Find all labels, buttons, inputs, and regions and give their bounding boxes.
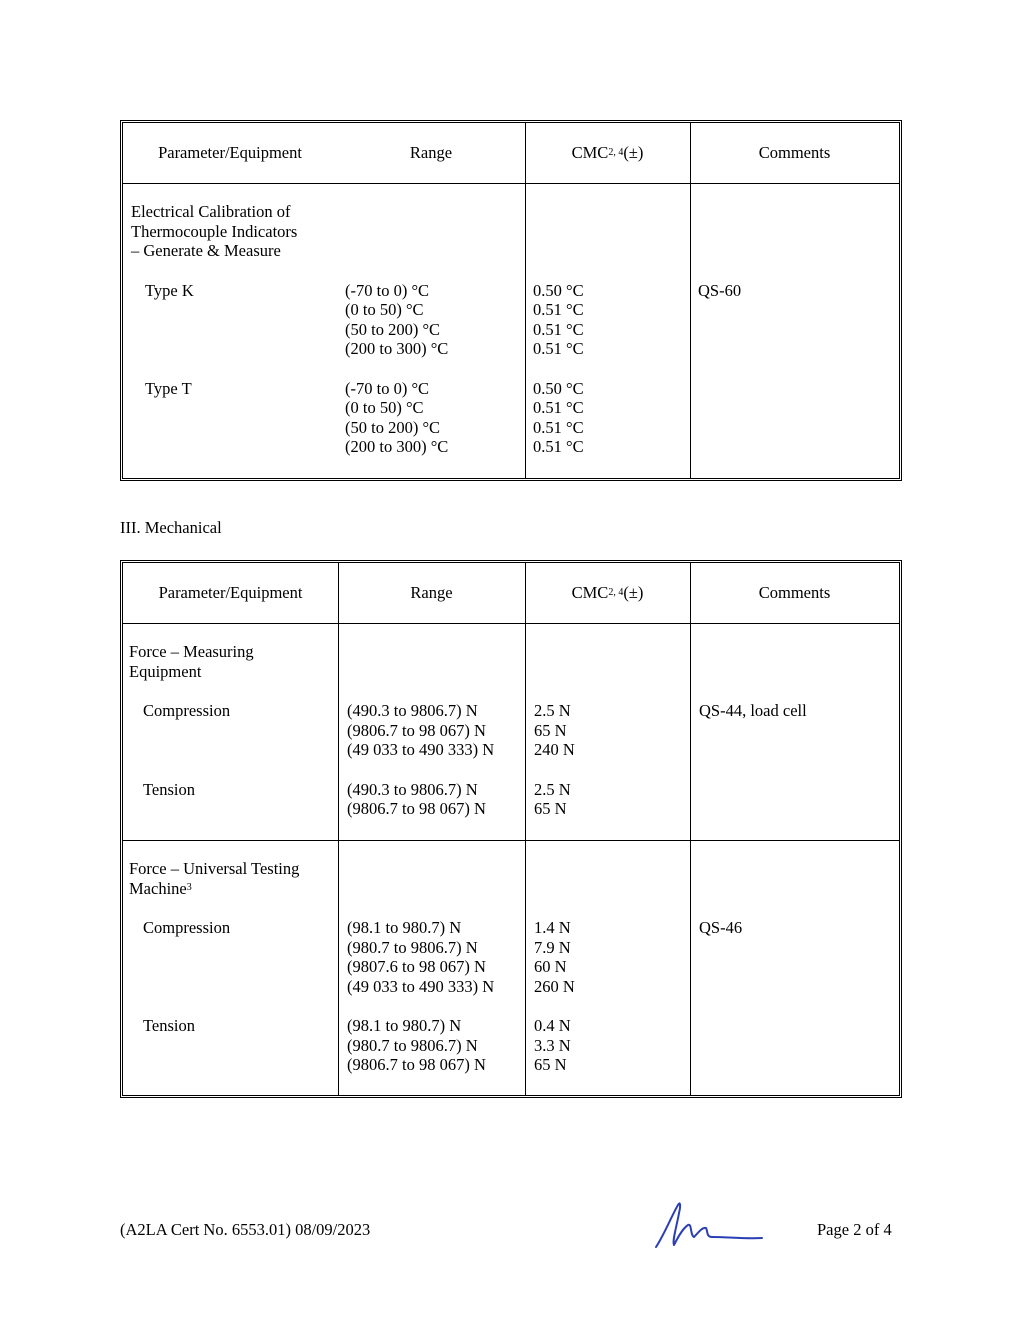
group-title-line: Thermocouple Indicators (131, 221, 298, 241)
range-value: (9806.7 to 98 067) N (347, 720, 486, 740)
range-value: (98.1 to 980.7) N (347, 918, 462, 937)
header-cmc: CMC $^{2, 4}$ (±) (571, 143, 644, 162)
footer-cert: (A2LA Cert No. 6553.01) 08/09/2023 (120, 1220, 371, 1239)
range-value: (9806.7 to 98 067) N (347, 799, 486, 818)
cmc-value: 0.51 °C (533, 398, 584, 417)
cmc-value: 0.4 N (534, 1016, 571, 1035)
table-header (123, 563, 899, 624)
header-parameter: Parameter/Equipment (158, 143, 302, 162)
group-title-line: Force – Measuring (129, 642, 254, 661)
range-value: (49 033 to 490 333) N (347, 976, 495, 996)
group-title-line: Equipment (129, 661, 202, 681)
footer-page-number: Page 2 of 4 (817, 1220, 892, 1239)
footnote-marker: 3 (186, 881, 192, 893)
row-label: Type K (145, 280, 194, 300)
row-label: Compression (143, 701, 231, 720)
header-comments: Comments (758, 583, 831, 602)
cmc-value: 240 N (534, 740, 575, 759)
cmc-value: 0.51 °C (533, 319, 584, 339)
table-body (123, 624, 899, 1097)
range-value: (49 033 to 490 333) N (347, 740, 495, 759)
range-value: (200 to 300) °C (345, 437, 449, 456)
table-electrical (120, 120, 902, 481)
range-value: (-70 to 0) °C (345, 280, 430, 300)
range-value: (50 to 200) °C (345, 417, 441, 437)
group-title-line: Machine$^3$ (129, 878, 192, 898)
group-title-line: Force – Universal Testing (129, 859, 300, 878)
row-label: Compression (143, 918, 231, 937)
cmc-value: 1.4 N (534, 918, 571, 937)
range-value: (490.3 to 9806.7) N (347, 701, 478, 720)
range-value: (9806.7 to 98 067) N (347, 1055, 486, 1074)
table-header (123, 123, 899, 184)
comment-value: QS-46 (699, 918, 743, 937)
table-group (123, 841, 899, 1097)
cmc-value: 260 N (534, 976, 575, 996)
range-value: (200 to 300) °C (345, 339, 449, 358)
cmc-value: 2.5 N (534, 701, 571, 720)
range-value: (9807.6 to 98 067) N (347, 957, 486, 976)
cmc-value: 65 N (534, 1055, 567, 1074)
cmc-value: 65 N (534, 720, 567, 740)
range-value: (98.1 to 980.7) N (347, 1016, 462, 1035)
cmc-value: 0.50 °C (533, 280, 584, 300)
comment-value: QS-44, load cell (699, 701, 807, 720)
row-label: Type T (145, 378, 192, 398)
header-cmc: CMC $^{2, 4}$ (±) (571, 583, 644, 602)
header-comments: Comments (758, 143, 831, 162)
row-label: Tension (143, 1016, 196, 1035)
cmc-value: 7.9 N (534, 937, 571, 957)
header-parameter: Parameter/Equipment (158, 583, 303, 602)
range-value: (-70 to 0) °C (345, 378, 430, 398)
cmc-value: 3.3 N (534, 1035, 571, 1055)
comment-value: QS-60 (698, 280, 742, 300)
cmc-value: 0.50 °C (533, 378, 584, 398)
cmc-value: 0.51 °C (533, 300, 584, 319)
cmc-value: 0.51 °C (533, 437, 584, 456)
table-mechanical (120, 560, 902, 1098)
cmc-value: 0.51 °C (533, 339, 584, 358)
range-value: (0 to 50) °C (345, 300, 424, 319)
header-range: Range (409, 143, 453, 162)
signature-mark (650, 1195, 770, 1255)
cmc-value: 2.5 N (534, 779, 571, 799)
range-value: (490.3 to 9806.7) N (347, 779, 478, 799)
range-value: (980.7 to 9806.7) N (347, 937, 478, 957)
cmc-value: 65 N (534, 799, 567, 818)
cmc-value: 60 N (534, 957, 567, 976)
group-title-line: – Generate & Measure (131, 241, 281, 260)
group-title-line: Electrical Calibration of (131, 202, 291, 221)
table-group (123, 624, 899, 841)
header-range: Range (410, 583, 453, 602)
range-value: (0 to 50) °C (345, 398, 424, 417)
section-title: III. Mechanical (120, 518, 222, 537)
range-value: (980.7 to 9806.7) N (347, 1035, 478, 1055)
row-label: Tension (143, 779, 196, 799)
cmc-value: 0.51 °C (533, 417, 584, 437)
range-value: (50 to 200) °C (345, 319, 441, 339)
